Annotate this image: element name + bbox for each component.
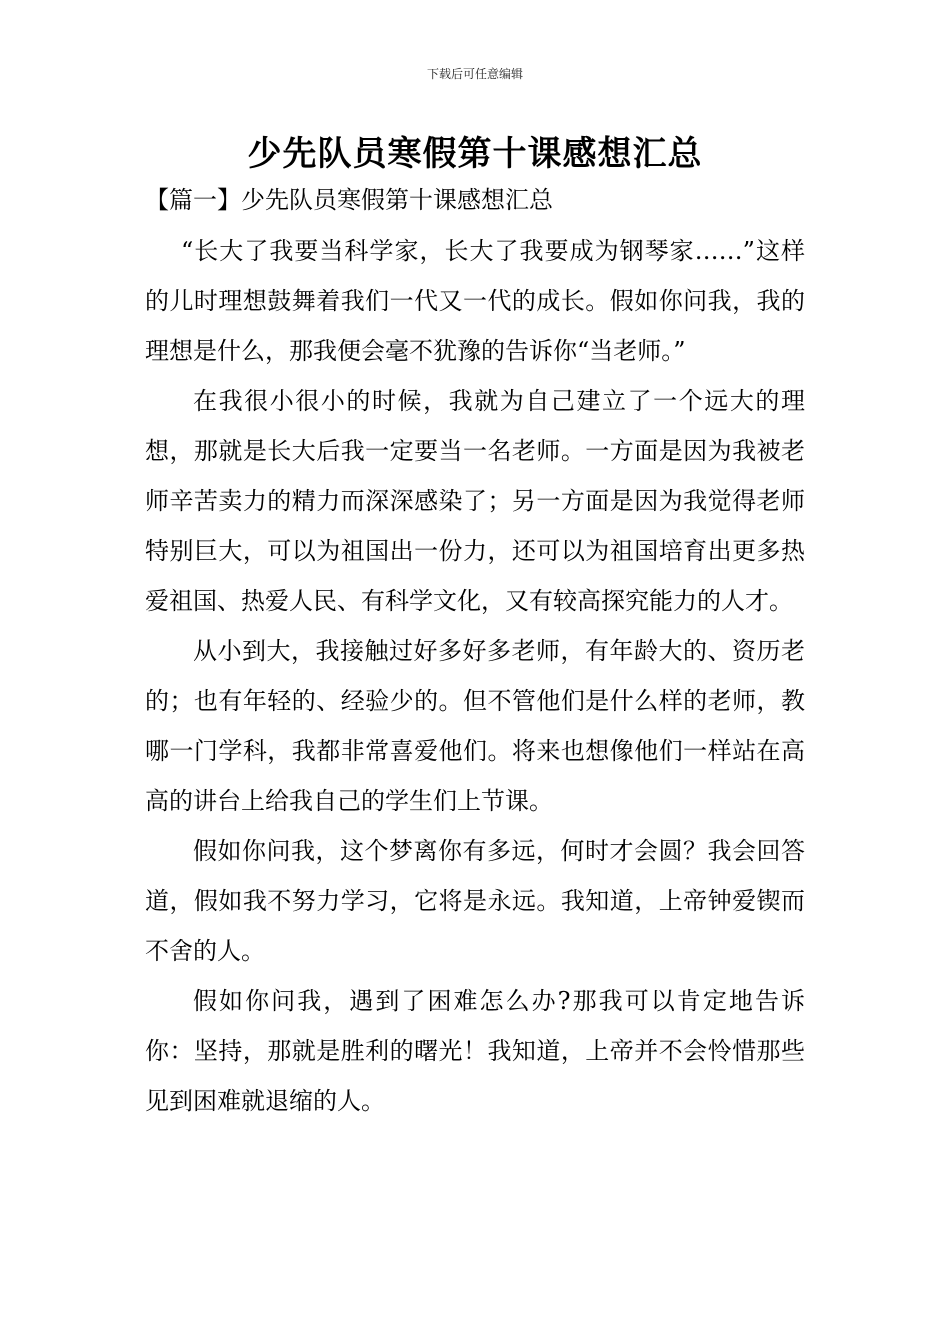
header-note: 下载后可任意编辑 — [426, 67, 523, 81]
paragraph: 假如你问我，遇到了困难怎么办?那我可以肯定地告诉你：坚持，那就是胜利的曙光！我知道，上帝并不会怜惜那些见到困难就退缩的人。 — [145, 987, 805, 1115]
paragraph: 在我很小很小的时候，我就为自己建立了一个远大的理想，那就是长大后我一定要当一名老师。一方面是因为我被老师辛苦卖力的精力而深深感染了；另一方面是因为我觉得老师特别巨大，可以为祖国出一份力，还可以为祖国培育出更多热爱祖国、热爱人民、有科学文化，又有较高探究能力的人才。 — [145, 387, 805, 615]
paragraph: “长大了我要当科学家，长大了我要成为钢琴家……”这样的儿时理想鼓舞着我们一代又一代的成长。假如你问我，我的理想是什么，那我便会毫不犹豫的告诉你“当老师。” — [145, 237, 805, 365]
section-heading: 【篇一】少先队员寒假第十课感想汇总 — [145, 186, 553, 214]
paragraph: 从小到大，我接触过好多好多老师，有年龄大的、资历老的；也有年轻的、经验少的。但不管他们是什么样的老师，教哪一门学科，我都非常喜爱他们。将来也想像他们一样站在高高的讲台上给我自己的学生们上节课。 — [145, 637, 805, 815]
page-title: 少先队员寒假第十课感想汇总 — [247, 134, 703, 174]
document-body — [145, 226, 805, 1126]
paragraph: 假如你问我，这个梦离你有多远，何时才会圆？我会回答道，假如我不努力学习，它将是永远。我知道，上帝钟爱锲而不舍的人。 — [145, 837, 805, 965]
